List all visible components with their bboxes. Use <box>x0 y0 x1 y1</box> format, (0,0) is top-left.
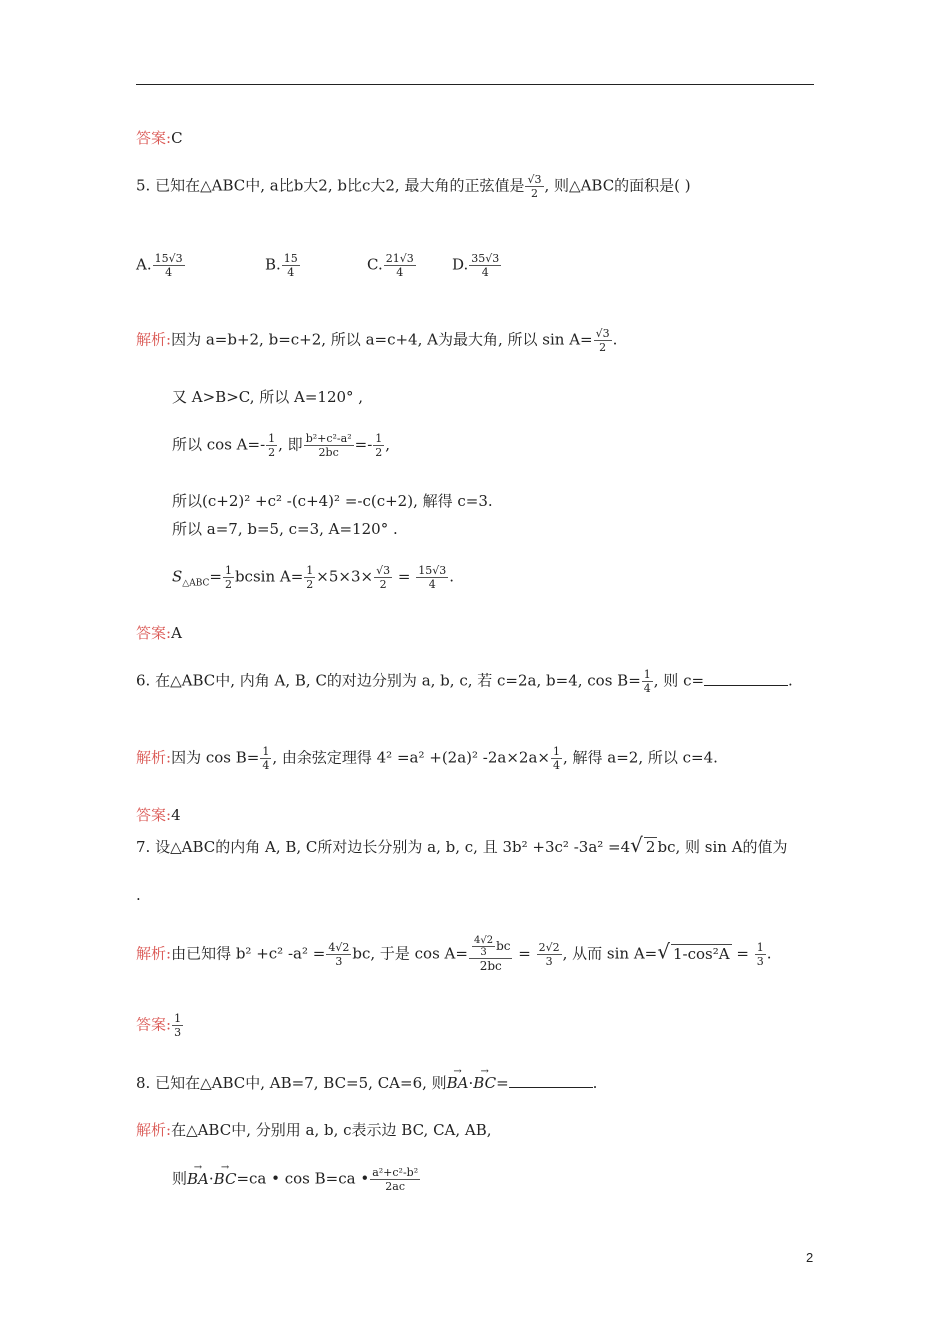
solution-text: ×5×3× <box>316 567 374 586</box>
sin-fraction <box>594 327 612 354</box>
subscript: △ABC <box>182 578 210 589</box>
q5-stem-b: , 则△ABC的面积是( ) <box>544 176 691 195</box>
frac-den: 4 <box>287 266 295 279</box>
frac-num: 15√3 <box>154 252 183 265</box>
solution-text: , 由余弦定理得 4² =a² +(2a)² -2a×2a× <box>272 748 550 767</box>
q5-solution-line-6 <box>172 564 454 593</box>
frac-den: 2 <box>268 446 276 459</box>
fraction-4root2-over-3 <box>326 941 351 968</box>
frac-den: 2 <box>224 578 232 591</box>
solution-text: . <box>766 944 772 963</box>
frac-num: 21√3 <box>385 252 414 265</box>
frac-den: 2 <box>530 187 538 200</box>
fraction-2root2-over-3 <box>537 941 562 968</box>
q8-solution-line-1 <box>136 1121 492 1139</box>
solution-text: = <box>209 567 222 586</box>
q8-stem-b: = <box>496 1074 509 1092</box>
solution-text: , 解得 a=2, 所以 c=4. <box>562 748 718 767</box>
page-number: 2 <box>806 1250 814 1265</box>
frac-den: 3 <box>480 947 487 958</box>
analysis-label: 解析: <box>136 944 172 963</box>
solution-text: 则 <box>172 1169 188 1188</box>
answer-label: 答案: <box>136 806 172 824</box>
question-7-stem <box>136 833 788 857</box>
solution-text: 由已知得 b² +c² -a² = <box>171 944 326 963</box>
inner-fraction <box>472 935 495 958</box>
frac-den: 3 <box>174 1026 182 1039</box>
q5-solution-line-5: 所以 a=7, b=5, c=3, A=120° . <box>172 520 398 538</box>
analysis-label: 解析: <box>136 330 172 349</box>
vector-ba: → BA <box>187 1170 209 1188</box>
cos-compound-fraction <box>469 935 513 974</box>
half-fraction <box>266 432 277 459</box>
vector-ba: → BA <box>447 1074 469 1092</box>
frac-den: 4 <box>165 266 173 279</box>
radicand: 1-cos²A <box>672 944 730 963</box>
answer-q6 <box>136 806 181 824</box>
frac-num: 1 <box>643 668 651 681</box>
frac-den: 2bc <box>479 959 502 973</box>
q5-solution-line-4: 所以(c+2)² +c² -(c+4)² =-c(c+2), 解得 c=3. <box>172 492 493 510</box>
frac-num: 1 <box>375 432 383 445</box>
frac-den: 4 <box>428 578 436 591</box>
frac-den: 3 <box>335 955 343 968</box>
q7-stem-b: bc, 则 sin A的值为 <box>657 838 788 856</box>
frac-den: 2ac <box>385 1180 406 1193</box>
analysis-label: 解析: <box>136 1121 172 1139</box>
analysis-label: 解析: <box>136 748 172 767</box>
answer-label: 答案: <box>136 129 172 147</box>
cosine-b-fraction <box>370 1166 420 1193</box>
frac-den: 2 <box>375 446 383 459</box>
solution-text: 所以 cos A=- <box>172 435 266 454</box>
frac-num: 1 <box>306 564 314 577</box>
q8-stem-c: . <box>592 1074 598 1092</box>
answer-blank[interactable] <box>509 1073 593 1088</box>
frac-den: 4 <box>396 266 404 279</box>
answer-fraction <box>172 1012 183 1039</box>
fraction-1-over-3 <box>755 941 766 968</box>
frac-den: 3 <box>756 955 764 968</box>
quarter-fraction <box>642 668 653 695</box>
q5-solution-line-1: 解析:因为 a=b+2, b=c+2, 所以 a=c+4, A为最大角, 所以 sin A= $\frac{√3}{2}$ . <box>136 327 618 354</box>
q8-stem-a: 8. 已知在△ABC中, AB=7, BC=5, CA=6, 则 <box>136 1074 447 1092</box>
frac-num: 35√3 <box>471 252 500 265</box>
q5-solution-line-2: 又 A>B>C, 所以 A=120° , <box>172 388 364 406</box>
sqrt-icon: √ <box>630 833 643 857</box>
frac-num: 4√2 <box>328 941 350 954</box>
option-c <box>367 252 417 279</box>
solution-text: =- <box>354 435 373 454</box>
frac-num: b²+c²-a² <box>305 432 352 445</box>
frac-den: 2 <box>379 578 387 591</box>
option-d <box>452 252 502 279</box>
vector-bc: → BC <box>473 1074 496 1092</box>
answer-q4 <box>136 129 183 147</box>
half-fraction <box>223 564 234 591</box>
solution-text: =ca • cos B=ca • <box>236 1169 370 1188</box>
solution-text: bcsin A= <box>234 567 304 586</box>
result-fraction <box>416 564 448 591</box>
q7-solution <box>136 935 771 974</box>
frac-den: 4 <box>481 266 489 279</box>
solution-text: , 从而 sin A= <box>562 944 658 963</box>
q8-solution-line-2 <box>172 1166 421 1193</box>
option-b <box>265 252 301 279</box>
frac-den: 2 <box>306 578 314 591</box>
answer-blank[interactable] <box>704 671 788 686</box>
answer-label: 答案: <box>136 624 172 642</box>
solution-text: bc, 于是 cos A= <box>352 944 468 963</box>
answer-value: 4 <box>171 806 181 824</box>
sqrt-icon: √ <box>657 939 670 964</box>
sin-fraction <box>374 564 392 591</box>
option-fraction <box>469 252 501 279</box>
frac-num: a²+c²-b² <box>372 1166 419 1179</box>
answer-value: A <box>171 624 182 642</box>
solution-text: , <box>385 435 391 454</box>
dot-operator: · <box>468 1074 474 1092</box>
frac-den: 2 <box>599 341 607 354</box>
solution-text: . <box>449 567 454 586</box>
frac-num: 1 <box>268 432 276 445</box>
q5-stem-fraction <box>525 173 543 200</box>
frac-den: 2bc <box>318 446 339 459</box>
frac-num <box>469 935 513 959</box>
frac-tail: bc <box>496 939 511 953</box>
option-label: A. <box>136 255 152 274</box>
q6-stem-a: 6. 在△ABC中, 内角 A, B, C的对边分别为 a, b, c, 若 c=2a, b=4, cos B= <box>136 671 641 690</box>
question-6-stem <box>136 668 793 695</box>
frac-num: 1 <box>756 941 764 954</box>
frac-num: 1 <box>224 564 232 577</box>
q5-stem-a: 5. 已知在△ABC中, a比b大2, b比c大2, 最大角的正弦值是 <box>136 176 525 195</box>
cosine-fraction <box>304 432 354 459</box>
option-label: B. <box>265 255 281 274</box>
dot-operator: · <box>208 1169 214 1188</box>
q7-stem-a: 7. 设△ABC的内角 A, B, C所对边长分别为 a, b, c, 且 3b² +3c² -3a² =4 <box>136 838 631 856</box>
answer-value: C <box>171 129 183 147</box>
q6-stem-c: . <box>788 671 793 690</box>
frac-num: √3 <box>527 173 542 186</box>
answer-q5 <box>136 624 182 642</box>
header-rule <box>136 84 814 85</box>
frac-num: 2√2 <box>538 941 560 954</box>
frac-num: 1 <box>262 745 270 758</box>
option-fraction <box>384 252 416 279</box>
option-fraction <box>153 252 185 279</box>
frac-num: 1 <box>552 745 560 758</box>
frac-num: √3 <box>376 564 391 577</box>
frac-den: 4 <box>643 682 651 695</box>
solution-text: = <box>513 944 536 963</box>
radicand: 2 <box>645 838 656 856</box>
frac-num: 4√2 <box>473 935 494 946</box>
question-8-stem <box>136 1073 597 1092</box>
answer-q7 <box>136 1012 184 1039</box>
quarter-fraction <box>260 745 271 772</box>
q6-stem-b: , 则 c= <box>653 671 705 690</box>
frac-num: √3 <box>595 327 610 340</box>
frac-den: 3 <box>545 955 553 968</box>
solution-text: 因为 cos B= <box>171 748 260 767</box>
option-label: C. <box>367 255 383 274</box>
half-fraction <box>304 564 315 591</box>
frac-num: 15 <box>283 252 298 265</box>
frac-den: 4 <box>262 759 270 772</box>
option-label: D. <box>452 255 469 274</box>
q7-stem-dot: . <box>136 886 141 904</box>
frac-den: 4 <box>552 759 560 772</box>
solution-text: S <box>172 567 183 586</box>
vector-bc: → BC <box>214 1170 237 1188</box>
solution-text: 因为 a=b+2, b=c+2, 所以 a=c+4, A为最大角, 所以 sin A= <box>171 330 593 349</box>
option-fraction <box>282 252 300 279</box>
solution-text: = <box>393 567 416 586</box>
q6-solution <box>136 745 718 772</box>
option-a <box>136 252 186 279</box>
frac-num: 1 <box>174 1012 182 1025</box>
question-5-stem <box>136 173 691 200</box>
half-fraction <box>373 432 384 459</box>
q5-solution-line-3 <box>172 432 390 459</box>
quarter-fraction <box>551 745 562 772</box>
solution-text: 在△ABC中, 分别用 a, b, c表示边 BC, CA, AB, <box>171 1121 492 1139</box>
answer-label: 答案: <box>136 1015 172 1034</box>
solution-text: = <box>731 944 754 963</box>
frac-num: 15√3 <box>418 564 447 577</box>
solution-text: , 即 <box>278 435 303 454</box>
